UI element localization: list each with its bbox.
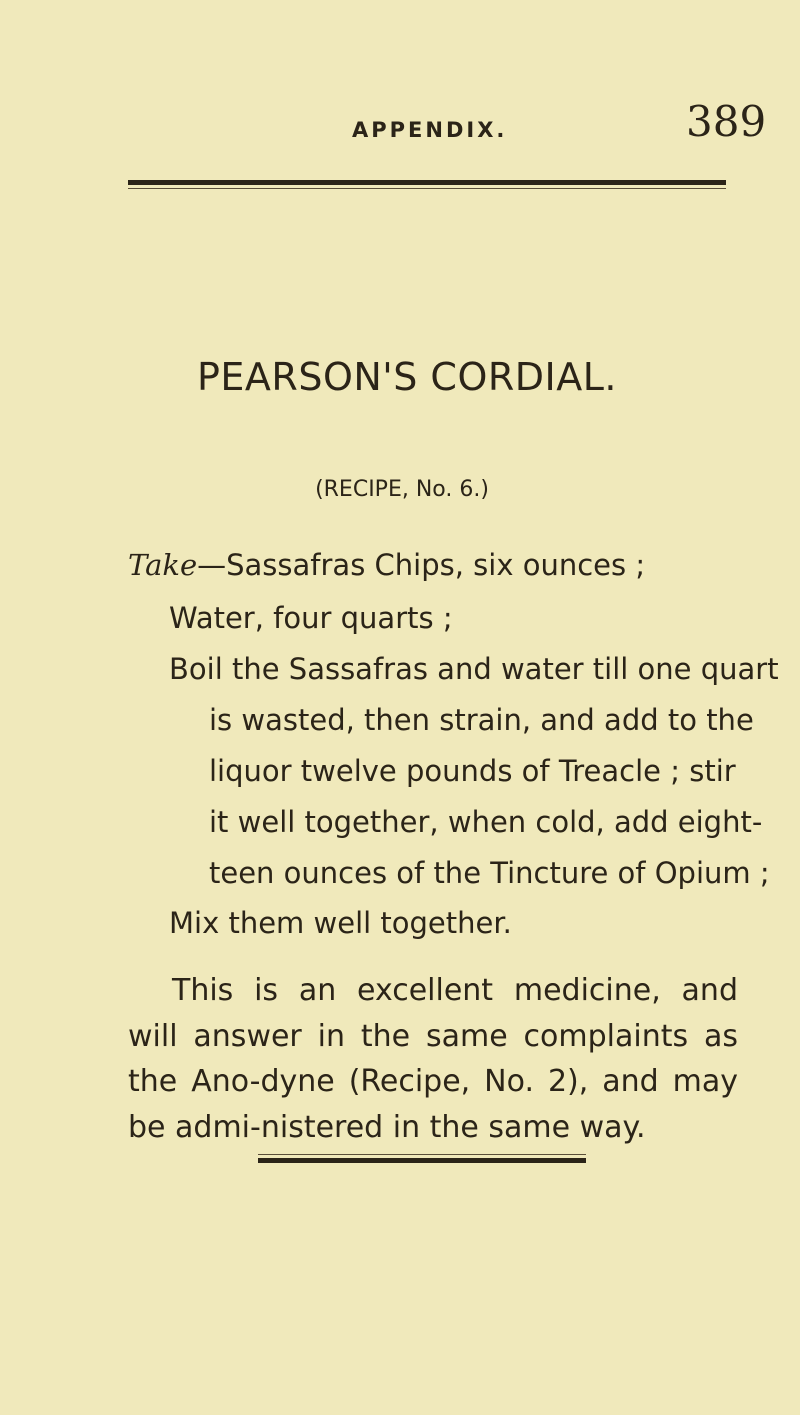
page-number: 389	[686, 97, 767, 146]
recipe-subtitle: (RECIPE, No. 6.)	[315, 477, 489, 502]
take-word: Take	[128, 548, 198, 582]
header-rule-thin	[128, 188, 726, 189]
recipe-line-3: Boil the Sassafras and water till one quart	[169, 652, 779, 686]
end-rule	[258, 1158, 586, 1163]
recipe-line-6: it well together, when cold, add eight-	[209, 805, 763, 839]
recipe-line-2: Water, four quarts ;	[169, 601, 453, 635]
end-rule-thin	[258, 1154, 586, 1155]
recipe-line-5: liquor twelve pounds of Treacle ; stir	[209, 754, 736, 788]
recipe-title: PEARSON'S CORDIAL.	[197, 355, 617, 399]
running-head: APPENDIX.	[352, 118, 508, 142]
recipe-line-7: teen ounces of the Tincture of Opium ;	[209, 856, 770, 890]
recipe-line-8: Mix them well together.	[169, 906, 512, 940]
recipe-line-4: is wasted, then strain, and add to the	[209, 703, 754, 737]
header-rule	[128, 180, 726, 185]
recipe-line-1	[128, 548, 645, 582]
recipe-line-text: —Sassafras Chips, six ounces ;	[197, 548, 646, 582]
note-paragraph: This is an excellent medicine, and will answer in the same complaints as the Ano-dyne (Recipe, No. 2), and may be admi-nistered in the same way.	[128, 973, 738, 1145]
